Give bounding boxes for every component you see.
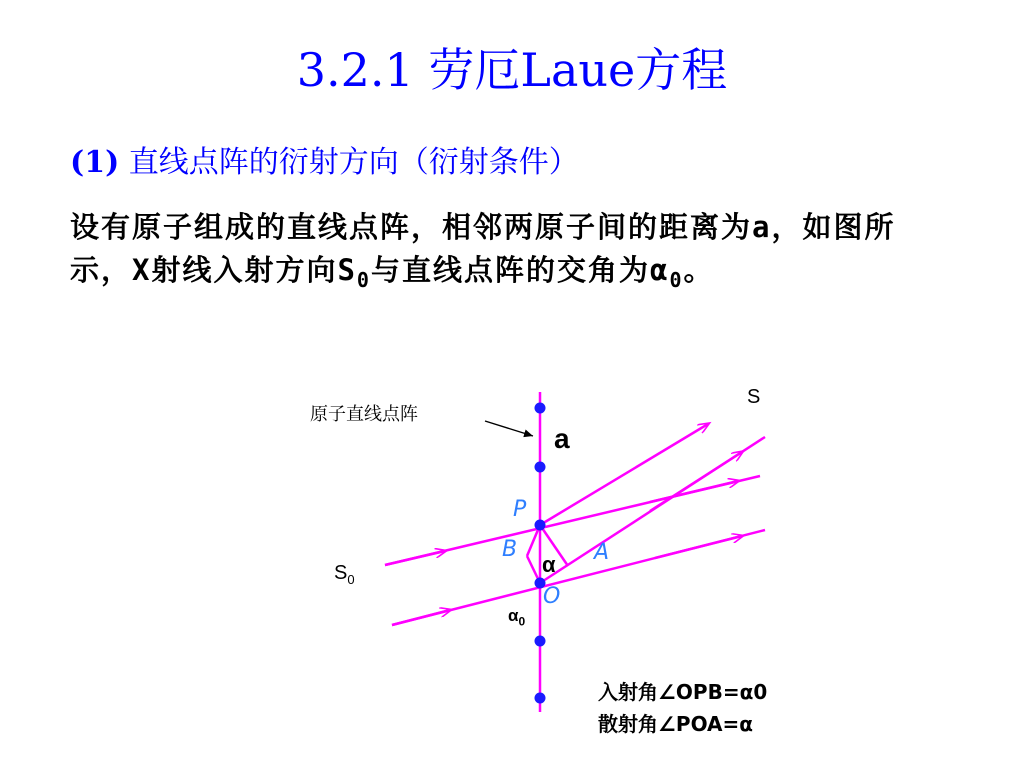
scatter-direction-label: S: [747, 386, 761, 408]
paragraph-text-1: 设有原子组成的直线点阵，相邻两原子间的距离为a，如图所示，X射线入射方向S: [70, 210, 896, 287]
alpha-label: α: [542, 552, 556, 577]
point-label-O: O: [543, 584, 561, 609]
scatter-angle-formula: 散射角∠POA=α: [598, 712, 754, 736]
point-label-P: P: [513, 497, 527, 522]
scattered-ray-lower-arrow: [650, 452, 742, 511]
incident-angle-formula: 入射角∠OPB=α0: [598, 680, 768, 704]
incident-direction-label: [334, 562, 355, 587]
incident-direction-letter: S: [334, 562, 348, 584]
incident-ray-upper-arrow: [385, 551, 445, 565]
lattice-point-P: [535, 520, 546, 531]
point-label-A: A: [594, 540, 610, 565]
lattice-point-5: [535, 636, 546, 647]
paragraph-subscript-2: 0: [669, 267, 684, 292]
alpha0-letter: α: [508, 606, 519, 625]
lattice-pointer-arrow: [485, 421, 533, 436]
section-number: (1): [70, 145, 120, 180]
alpha0-sub: 0: [518, 614, 526, 629]
slide-title: 3.2.1 劳厄Laue方程: [296, 43, 728, 97]
paragraph-text-3: 。: [683, 253, 715, 287]
lattice-point-1: [535, 403, 546, 414]
lattice-label: 原子直线点阵: [310, 404, 418, 425]
section-heading-text: 直线点阵的衍射方向（衍射条件）: [119, 145, 579, 180]
alpha0-label: [508, 606, 525, 628]
spacing-label: a: [554, 423, 570, 454]
lattice-point-6: [535, 693, 546, 704]
point-label-B: B: [502, 537, 518, 562]
paragraph-subscript-1: 0: [356, 267, 371, 292]
incident-ray-lower-arrow: [392, 610, 450, 625]
incident-direction-sub: 0: [347, 572, 355, 587]
incident-ray-lower-arrow-2: [655, 536, 742, 558]
paragraph-text-2: 与直线点阵的交角为α: [370, 253, 670, 287]
lattice-point-2: [535, 462, 546, 473]
